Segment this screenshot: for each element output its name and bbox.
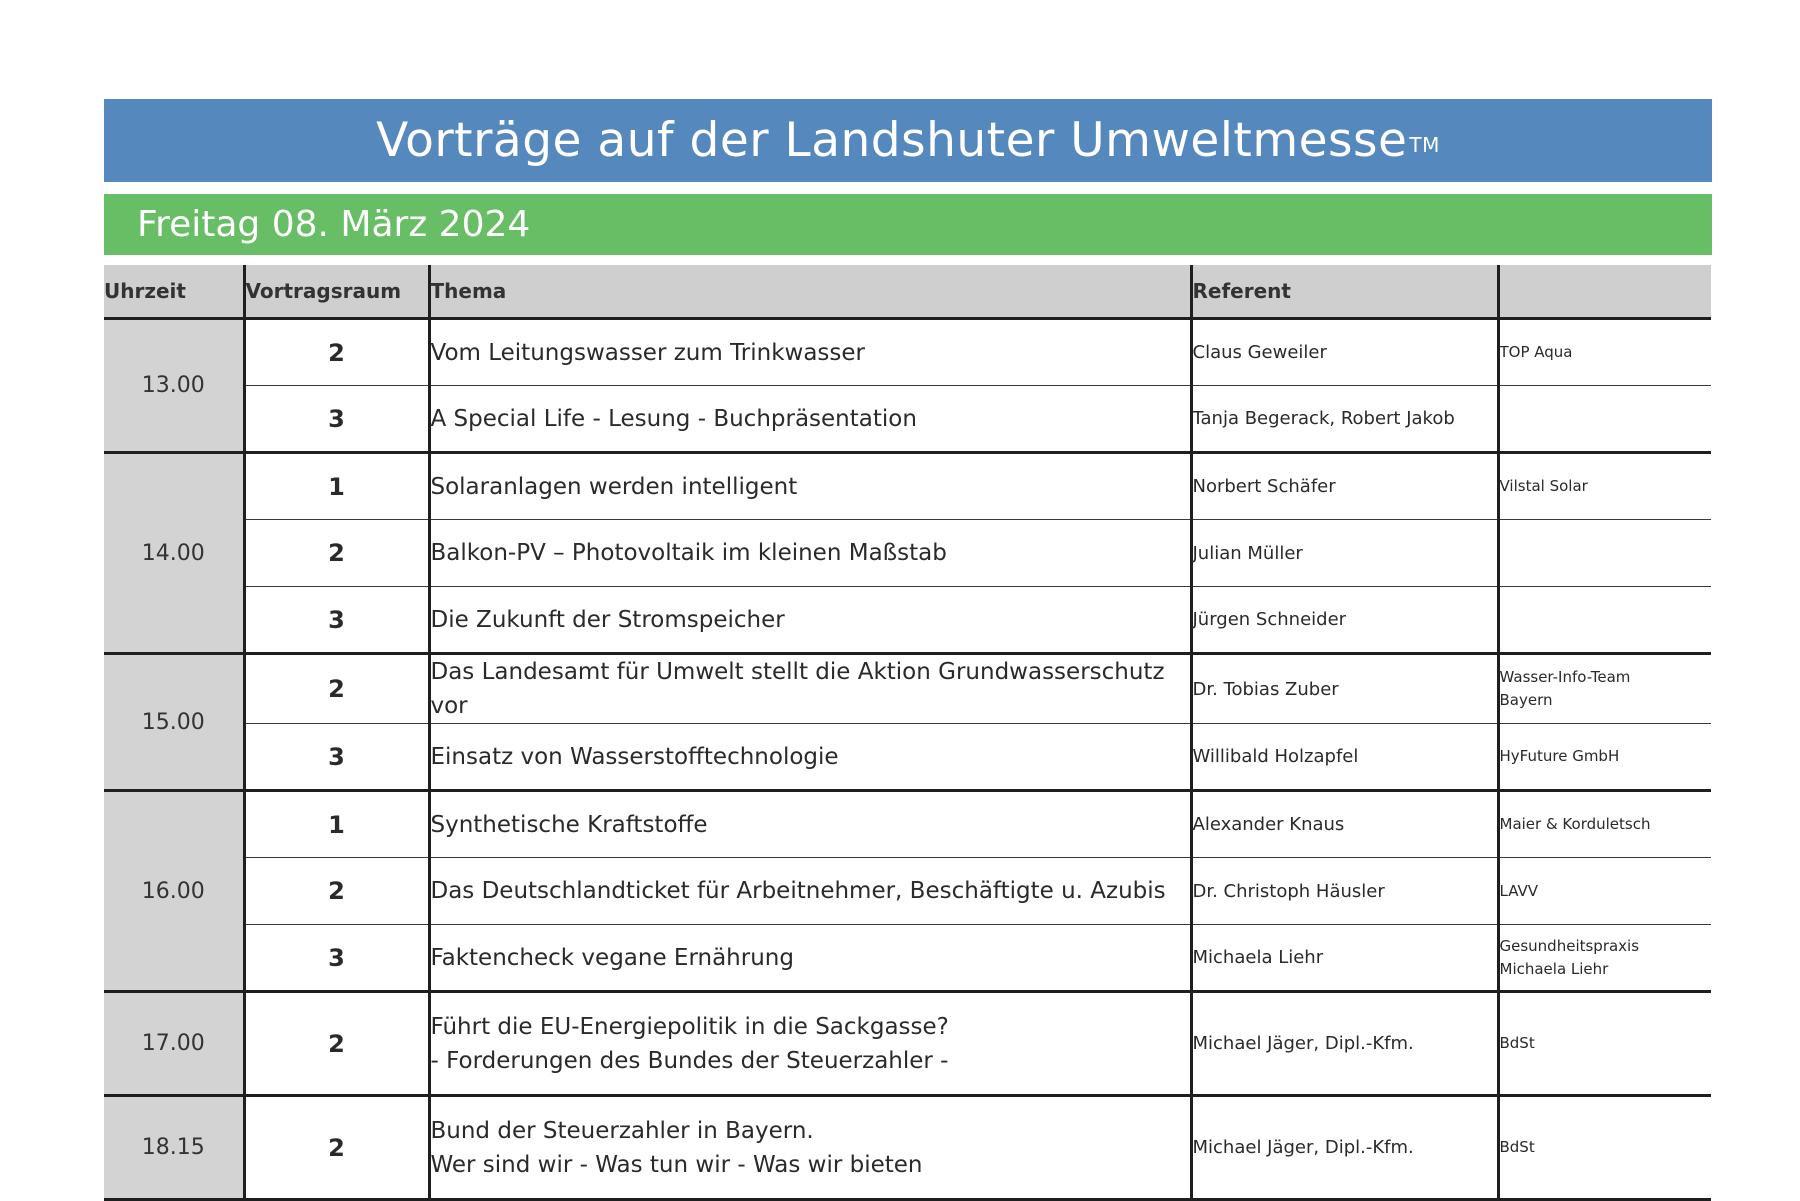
speaker-cell: Claus Geweiler — [1191, 319, 1498, 386]
page-title-text: Vorträge auf der Landshuter Umweltmesse — [376, 113, 1408, 168]
topic-line: Führt die EU-Energiepolitik in die Sackgasse? — [430, 1013, 949, 1040]
time-cell: 16.00 — [104, 791, 244, 992]
topic-line: Faktencheck vegane Ernährung — [430, 944, 794, 971]
table-row — [104, 319, 1711, 386]
room-cell: 1 — [244, 791, 429, 858]
organization-cell — [1498, 724, 1711, 791]
organization-cell — [1498, 386, 1711, 453]
header-topic: Thema — [429, 265, 1191, 319]
schedule-body — [104, 319, 1711, 1200]
room-cell: 2 — [244, 654, 429, 724]
date-heading — [104, 194, 1712, 255]
header-room: Vortragsraum — [244, 265, 429, 319]
table-row — [104, 587, 1711, 654]
organization-line: BdSt — [1499, 1034, 1535, 1052]
time-cell: 15.00 — [104, 654, 244, 791]
date-text: Freitag 08. März 2024 — [137, 204, 531, 245]
table-row — [104, 453, 1711, 520]
header-org — [1498, 265, 1711, 319]
organization-line: LAVV — [1499, 881, 1539, 900]
speaker-cell: Michael Jäger, Dipl.-Kfm. — [1191, 992, 1498, 1096]
topic-cell — [429, 791, 1191, 858]
organization-cell — [1498, 319, 1711, 386]
topic-cell — [429, 386, 1191, 453]
room-cell: 2 — [244, 1096, 429, 1200]
topic-line: Balkon-PV – Photovoltaik im kleinen Maßstab — [430, 540, 947, 566]
organization-cell — [1498, 858, 1711, 925]
organization-cell — [1498, 791, 1711, 858]
trademark-mark: TM — [1409, 132, 1440, 157]
topic-line: Bund der Steuerzahler in Bayern. — [430, 1117, 814, 1144]
header-speaker: Referent — [1191, 265, 1498, 319]
organization-line: Gesundheitspraxis — [1499, 936, 1640, 955]
table-row — [104, 724, 1711, 791]
room-cell: 2 — [244, 992, 429, 1096]
table-row — [104, 520, 1711, 587]
time-cell: 13.00 — [104, 319, 244, 453]
speaker-cell: Alexander Knaus — [1191, 791, 1498, 858]
page-title — [104, 99, 1712, 182]
organization-line: Michaela Liehr — [1499, 959, 1609, 978]
table-row — [104, 992, 1711, 1096]
room-cell: 2 — [244, 319, 429, 386]
topic-line: - Forderungen des Bundes der Steuerzahler - — [430, 1047, 949, 1074]
speaker-cell: Tanja Begerack, Robert Jakob — [1191, 386, 1498, 453]
topic-line: Einsatz von Wasserstofftechnologie — [430, 743, 839, 770]
time-cell: 18.15 — [104, 1096, 244, 1200]
speaker-cell: Dr. Christoph Häusler — [1191, 858, 1498, 925]
topic-line: Die Zukunft der Stromspeicher — [430, 606, 785, 633]
topic-cell — [429, 319, 1191, 386]
speaker-cell: Michael Jäger, Dipl.-Kfm. — [1191, 1096, 1498, 1200]
topic-cell — [429, 453, 1191, 520]
room-cell: 1 — [244, 453, 429, 520]
table-row — [104, 1096, 1711, 1200]
room-cell: 2 — [244, 858, 429, 925]
speaker-cell: Willibald Holzapfel — [1191, 724, 1498, 791]
organization-line: Vilstal Solar — [1499, 477, 1588, 495]
topic-cell — [429, 654, 1191, 724]
table-row — [104, 654, 1711, 724]
topic-cell — [429, 992, 1191, 1096]
organization-line: Wasser-Info-Team — [1499, 668, 1631, 686]
organization-cell — [1498, 654, 1711, 724]
schedule-table — [104, 265, 1711, 1201]
table-row — [104, 925, 1711, 992]
topic-cell — [429, 1096, 1191, 1200]
room-cell: 3 — [244, 386, 429, 453]
topic-cell — [429, 858, 1191, 925]
topic-line: Das Deutschlandticket für Arbeitnehmer, Beschäftigte u. Azubis — [430, 878, 1166, 904]
header-time: Uhrzeit — [104, 265, 244, 319]
time-cell: 17.00 — [104, 992, 244, 1096]
table-header-row — [104, 265, 1711, 319]
speaker-cell: Norbert Schäfer — [1191, 453, 1498, 520]
room-cell: 3 — [244, 925, 429, 992]
room-cell: 3 — [244, 724, 429, 791]
table-row — [104, 791, 1711, 858]
organization-line: HyFuture GmbH — [1499, 747, 1620, 765]
organization-cell — [1498, 992, 1711, 1096]
organization-cell — [1498, 587, 1711, 654]
room-cell: 2 — [244, 520, 429, 587]
table-row — [104, 858, 1711, 925]
organization-cell — [1498, 453, 1711, 520]
organization-cell — [1498, 1096, 1711, 1200]
topic-line: Solaranlagen werden intelligent — [430, 473, 798, 500]
organization-line: BdSt — [1499, 1138, 1535, 1156]
topic-cell — [429, 724, 1191, 791]
organization-line: TOP Aqua — [1499, 343, 1573, 361]
topic-line: Vom Leitungswasser zum Trinkwasser — [430, 339, 865, 366]
organization-cell — [1498, 520, 1711, 587]
topic-line: Synthetische Kraftstoffe — [430, 811, 708, 838]
table-row — [104, 386, 1711, 453]
time-cell: 14.00 — [104, 453, 244, 654]
topic-line: Wer sind wir - Was tun wir - Was wir bieten — [430, 1151, 923, 1178]
speaker-cell: Michaela Liehr — [1191, 925, 1498, 992]
organization-line: Maier & Korduletsch — [1499, 815, 1651, 833]
topic-line: Das Landesamt für Umwelt stellt die Aktion Grundwasserschutz vor — [430, 659, 1165, 719]
organization-line: Bayern — [1499, 691, 1553, 709]
topic-cell — [429, 520, 1191, 587]
speaker-cell: Jürgen Schneider — [1191, 587, 1498, 654]
organization-cell — [1498, 925, 1711, 992]
speaker-cell: Dr. Tobias Zuber — [1191, 654, 1498, 724]
topic-line: A Special Life - Lesung - Buchpräsentation — [430, 405, 917, 432]
speaker-cell: Julian Müller — [1191, 520, 1498, 587]
topic-cell — [429, 587, 1191, 654]
room-cell: 3 — [244, 587, 429, 654]
topic-cell — [429, 925, 1191, 992]
